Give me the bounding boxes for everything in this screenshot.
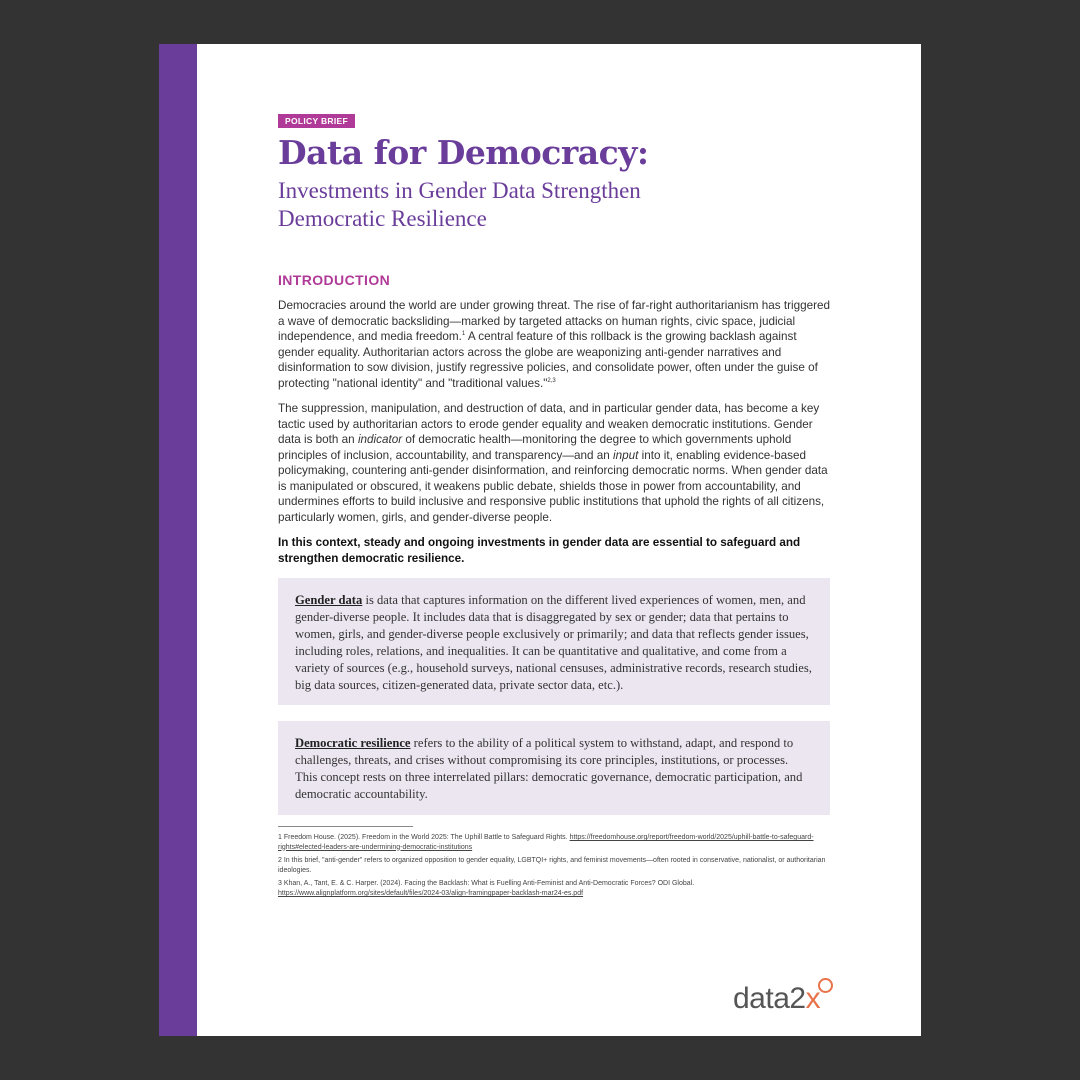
footnote-1-link[interactable]: https://freedomhouse.org/report/freedom-world/2025/uphill-battle-to-safeguard-rights#elected-leaders-are-undermining-democratic-institutions [278,834,814,851]
footnote-3-text: 3 Khan, A., Tant, E. & C. Harper. (2024). Facing the Backlash: What is Fuelling Anti-Feminist and Anti-Democratic Forces? ODI Global. [278,880,695,888]
policy-brief-tag: POLICY BRIEF [278,114,355,128]
footnote-1 [278,833,828,852]
footnote-ref-1[interactable]: 1 [461,331,466,338]
footnote-2: 2 In this brief, "anti-gender" refers to organized opposition to gender equality, LGBTQI+ rights, and feminist movements—often rooted in conservative, nationalist, or authoritarian ideologies. [278,857,826,874]
para2-emphasis-indicator: indicator [357,433,403,446]
page-title: Data for Democracy: [278,133,649,172]
introduction-heading: INTRODUCTION [278,272,391,288]
side-stripe [159,44,197,1036]
para2-text-b: of democratic health—monitoring the degree to which governments uphold principles of inclusion, accountability, and transparency—and an [278,433,792,462]
footnote-3-link[interactable]: https://www.alignplatform.org/sites/default/files/2024-03/align-framingpaper-backlash-mar24-es.pdf [278,889,584,897]
key-statement: In this context, steady and ongoing investments in gender data are essential to safeguard and strengthen democratic resilience. [278,536,801,565]
page-content [278,111,830,903]
footnote-1-text: 1 Freedom House. (2025). Freedom in the World 2025: The Uphill Battle to Safeguard Rights. [278,834,570,841]
page-subtitle [278,177,830,233]
intro-paragraph-2 [278,401,830,525]
logo-text: data2 [733,982,806,1015]
para1-text-b: A central feature of this rollback is the growing backlash against gender equality. Authoritarian actors across the globe are weaponizing anti-gender narratives and disinformation to sow division, justify regressive policies, and consolidate power, often under the guise of protecting "national identity" and "traditional values." [278,330,818,390]
gender-data-text: is data that captures information on the different lived experiences of women, men, and gender-diverse people. It includes data that is disaggregated by sex or gender; data that pertains to women, girls, and gender-diverse people exclusively or primarily; and data that reflects gender issues, including roles, relations, and inequalities. It can be quantitative and qualitative, and come from a variety of sources (e.g., household surveys, national censuses, administrative records, research studies, big data sources, citizen-generated data, private sector data, etc.). [295,593,812,692]
subtitle-line-2: Democratic Resilience [278,206,487,231]
document-page [159,44,921,1036]
para2-emphasis-input: input [613,448,639,462]
footnotes [278,833,830,899]
para1-text: Democracies around the world are under growing threat. The rise of far-right authoritarianism has triggered a wave of democratic backsliding—marked by targeted attacks on human rights, civic space, judicial independence, and media freedom. [278,299,830,343]
gender-data-term: Gender data [295,593,363,607]
footnote-ref-2-3[interactable]: 2,3 [547,377,556,384]
para2-text-a: The suppression, manipulation, and destruction of data, and in particular gender data, has become a key tactic used by authoritarian actors to erode gender equality and weaken democratic institutions. Gender data is both an [278,402,820,446]
logo-x: x [805,982,821,1015]
intro-paragraph-1 [278,298,830,391]
footnote-3 [278,879,828,898]
footnote-divider [278,826,413,827]
democratic-resilience-term: Democratic resilience [295,736,411,750]
subtitle-line-1: Investments in Gender Data Strengthen [278,178,641,203]
gender-data-definition-box [278,578,830,705]
democratic-resilience-text: refers to the ability of a political system to withstand, adapt, and respond to challenges, threats, and crises without compromising its core principles, institutions, or processes. This concept rests on three interrelated pillars: democratic governance, democratic participation, and democratic accountability. [295,736,803,801]
gender-data-definition [295,592,813,694]
logo-circle-icon [818,978,833,993]
democratic-resilience-definition [295,735,813,803]
para2-text-c: into it, enabling evidence-based policymaking, countering anti-gender disinformation, and reinforcing democratic norms. When gender data is manipulated or obscured, it weakens public debate, shields those in power from accountability, and undermines efforts to build inclusive and responsive public institutions that uphold the rights of all citizens, particularly women, girls, and gender-diverse people. [278,448,828,524]
democratic-resilience-definition-box [278,721,830,815]
data2x-logo [733,984,835,1014]
